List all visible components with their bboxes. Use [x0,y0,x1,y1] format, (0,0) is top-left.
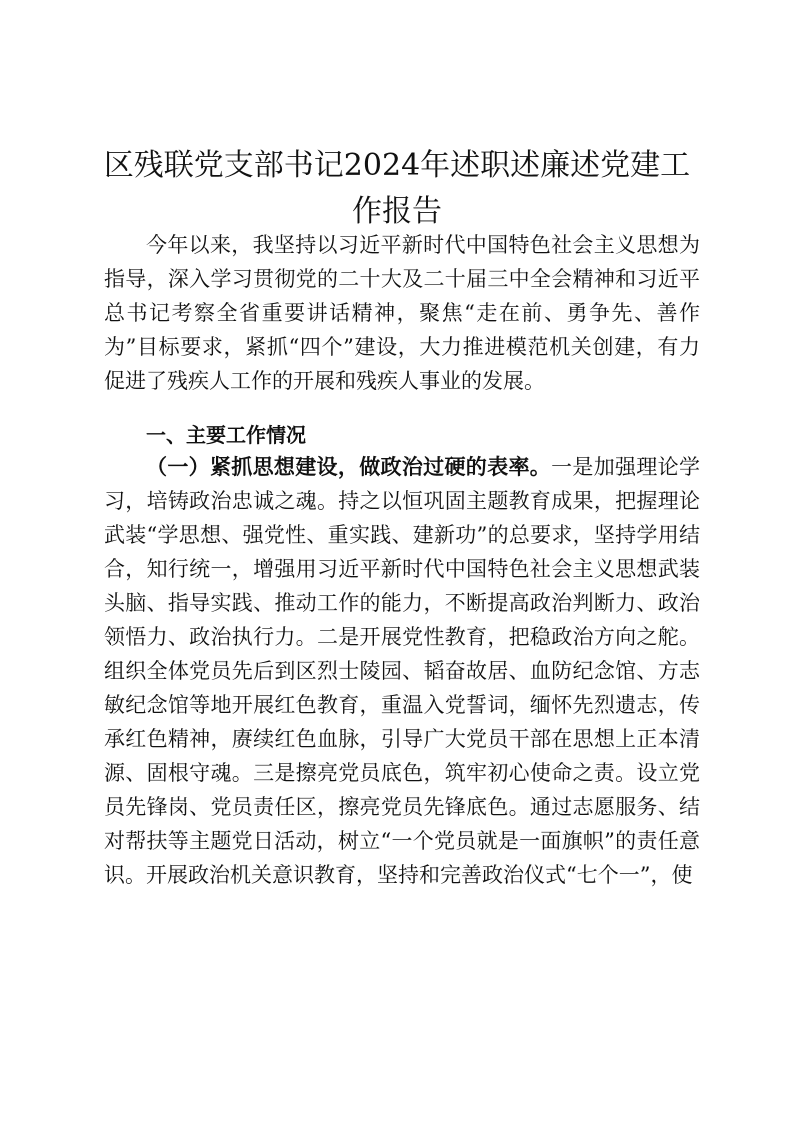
subsection-body: 一是加强理论学习，培铸政治忠诚之魂。持之以恒巩固主题教育成果，把握理论武装“学思想、强党性、重实践、建新功”的总要求，坚持学用结合，知行统一，增强用习近平新时代中国特色社会主义思想武装头脑、指导实践、推动工作的能力，不断提高政治判断力、政治领悟力、政治执行力。二是开展党性教育，把稳政治方向之舵。组织全体党员先后到区烈士陵园、韬奋故居、血防纪念馆、方志敏纪念馆等地开展红色教育，重温入党誓词，缅怀先烈遗志，传承红色精神，赓续红色血脉，引导广大党员干部在思想上正本清源、固根守魂。三是擦亮党员底色，筑牢初心使命之责。设立党员先锋岗、党员责任区，擦亮党员先锋底色。通过志愿服务、结对帮扶等主题党日活动，树立“一个党员就是一面旗帜”的责任意识。开展政治机关意识教育，坚持和完善政治仪式“七个一”，使 [104,455,700,887]
subsection-heading: （一）紧抓思想建设，做政治过硬的表率。 [146,455,552,479]
intro-paragraph: 今年以来，我坚持以习近平新时代中国特色社会主义思想为指导，深入学习贯彻党的二十大及二十届三中全会精神和习近平总书记考察全省重要讲话精神，聚焦“走在前、勇争先、善作为”目标要求，紧抓“四个”建设，大力推进模范机关创建，有力促进了残疾人工作的开展和残疾人事业的发展。 [104,233,700,393]
section-paragraph [104,450,700,892]
section-heading: 一、主要工作情况 [146,423,306,447]
document-title: 区残联党支部书记2024年述职述廉述党建工作报告 [103,148,691,229]
